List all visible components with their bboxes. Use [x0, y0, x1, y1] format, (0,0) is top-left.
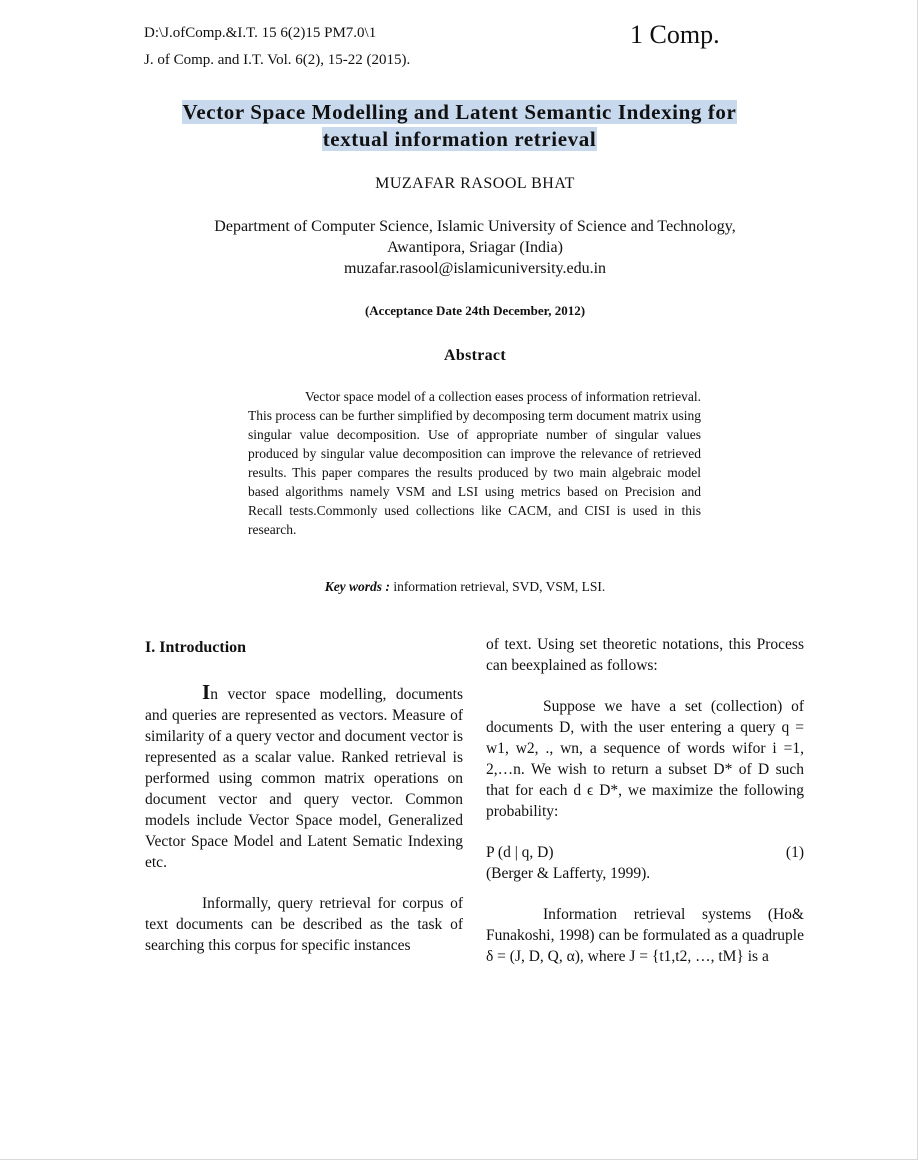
keywords-list: information retrieval, SVD, VSM, LSI. — [389, 579, 606, 594]
file-path-header: D:\J.ofComp.&I.T. 15 6(2)15 PM7.0\1 — [144, 25, 377, 41]
keywords — [0, 579, 919, 595]
abstract-heading: Abstract — [444, 347, 506, 364]
author-email: muzafar.rasool@islamicuniversity.edu.in — [343, 260, 607, 277]
title-line-1[interactable]: Vector Space Modelling and Latent Semantic Indexing for — [182, 100, 737, 124]
affiliation — [0, 216, 919, 279]
paper-title — [0, 99, 919, 153]
intro-paragraph-1-text: n vector space modelling, documents and queries are represented as vectors. Measure of similarity of a query vector and document vector is represented as a scalar value. Ranked retrieval is performed using common matrix operations on document vector and query vector. Common models include Vector Space model, Generalized Vector Space Model and Latent Sematic Indexing etc. — [145, 686, 463, 871]
affiliation-line-1: Department of Computer Science, Islamic University of Science and Technology, — [214, 218, 736, 235]
journal-short-name: 1 Comp. — [630, 20, 720, 49]
equation-text: P (d | q, D) — [486, 844, 554, 861]
equation-1 — [486, 842, 804, 863]
right-column — [486, 634, 804, 967]
intro-paragraph-2: Informally, query retrieval for corpus of text documents can be described as the task of searching this corpus for specific instances — [145, 895, 463, 954]
section-heading: I. Introduction — [145, 639, 247, 656]
affiliation-line-2: Awantipora, Sriagar (India) — [387, 239, 563, 256]
drop-cap: I — [202, 680, 211, 704]
intro-paragraph-1 — [145, 682, 463, 873]
right-paragraph-3: Information retrieval systems (Ho& Funakoshi, 1998) can be formulated as a quadruple δ = (J, D, Q, α), where J = {t1,t2, …, tM} is a — [486, 906, 804, 965]
abstract-body: Vector space model of a collection eases process of information retrieval. This process can be further simplified by decomposing term document matrix using singular value decomposition. Use of appropriate number of singular values produced by singular value decomposition can improve the relevance of retrieved results. This paper compares the results produced by two main algebraic model based algorithms namely VSM and LSI using metrics based on Precision and Recall tests.Commonly used collections like CACM, and CISI is used in this research. — [248, 389, 701, 537]
abstract-text — [248, 387, 701, 539]
right-paragraph-2: Suppose we have a set (collection) of documents D, with the user entering a query q = w1, w2, ., wn, a sequence of words wifor i =1, 2,…n. We wish to return a subset D* of D such that for each d ϵ D*, we maximize the following probability: — [486, 698, 804, 820]
citation: (Berger & Lafferty, 1999). — [486, 865, 651, 882]
right-paragraph-1: of text. Using set theoretic notations, this Process can beexplained as follows: — [486, 636, 804, 674]
keywords-label: Key words : — [324, 579, 390, 594]
left-column — [145, 634, 463, 956]
equation-number: (1) — [785, 844, 804, 861]
title-line-2[interactable]: textual information retrieval — [322, 127, 597, 151]
acceptance-date: (Acceptance Date 24th December, 2012) — [364, 303, 586, 318]
journal-citation-header: J. of Comp. and I.T. Vol. 6(2), 15-22 (2015). — [144, 52, 411, 68]
author-name: MUZAFAR RASOOL BHAT — [375, 175, 575, 192]
